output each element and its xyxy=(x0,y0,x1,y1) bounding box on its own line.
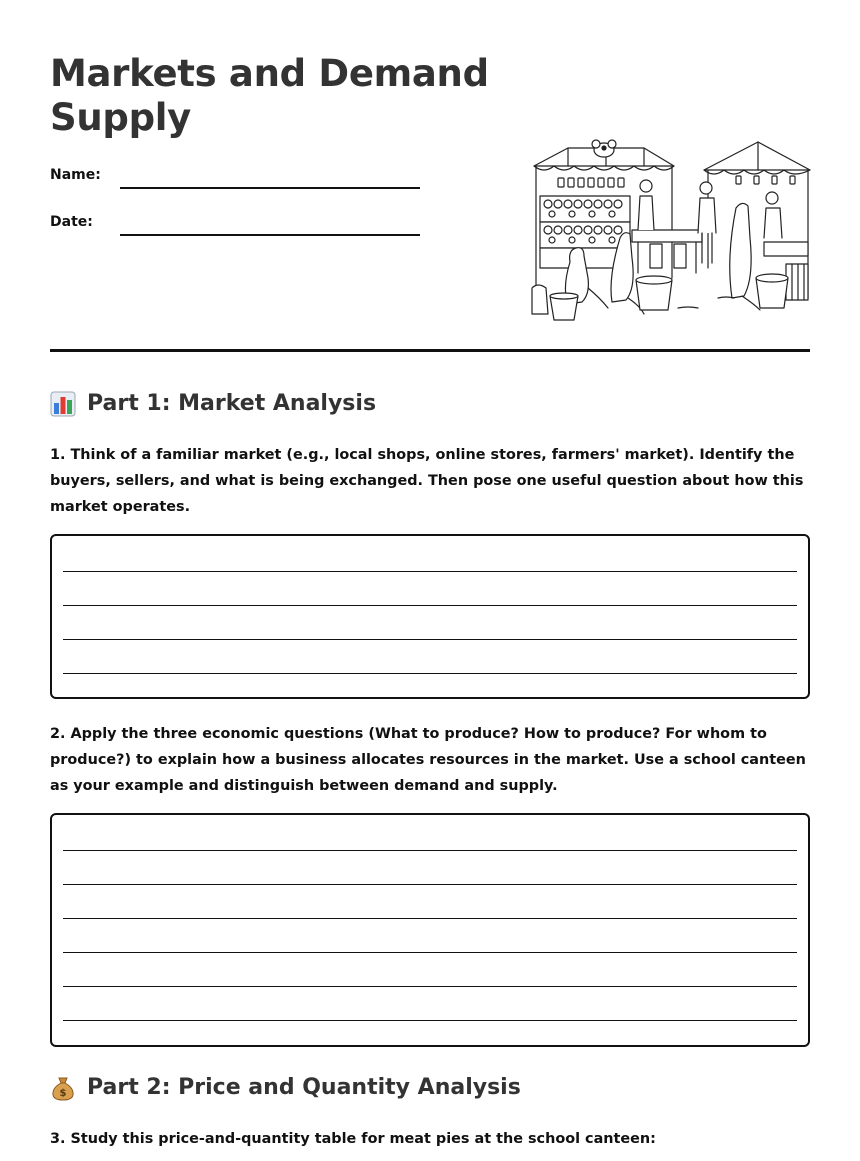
question-1-text: 1. Think of a familiar market (e.g., local shops, online stores, farmers' market). Identify the buyers, sellers, and what is being exchanged. Then pose one useful question about how this market operates. xyxy=(50,447,804,515)
worksheet-title: Markets and Demand Supply xyxy=(50,52,489,139)
date-input-line[interactable] xyxy=(120,234,420,236)
answer-line xyxy=(63,918,797,919)
part-2-heading-text: Part 2: Price and Quantity Analysis xyxy=(87,1075,521,1100)
question-2-answer-box[interactable] xyxy=(50,813,810,1047)
question-1-answer-box[interactable] xyxy=(50,534,810,699)
money-bag-icon xyxy=(50,1075,76,1101)
part-2-heading xyxy=(50,1073,750,1105)
part-1-heading xyxy=(50,389,750,421)
date-label: Date: xyxy=(50,214,93,230)
answer-line xyxy=(63,884,797,885)
part-1-heading-text: Part 1: Market Analysis xyxy=(87,391,377,416)
answer-line xyxy=(63,1020,797,1021)
header-divider xyxy=(50,349,810,352)
answer-line xyxy=(63,986,797,987)
answer-line xyxy=(63,850,797,851)
date-field xyxy=(50,214,420,238)
answer-line xyxy=(63,571,797,572)
bar-chart-icon xyxy=(50,391,76,417)
market-stall-illustration xyxy=(528,138,812,324)
name-field xyxy=(50,167,420,191)
name-input-line[interactable] xyxy=(120,187,420,189)
answer-line xyxy=(63,639,797,640)
svg-text:$: $ xyxy=(59,1088,67,1099)
answer-line xyxy=(63,673,797,674)
answer-line xyxy=(63,952,797,953)
name-label: Name: xyxy=(50,167,101,183)
answer-line xyxy=(63,605,797,606)
question-2-text: 2. Apply the three economic questions (What to produce? How to produce? For whom to produce?) to explain how a business allocates resources in the market. Use a school canteen as your example and distinguish between demand and supply. xyxy=(50,726,806,794)
question-3-text: 3. Study this price-and-quantity table for meat pies at the school canteen: xyxy=(50,1131,656,1147)
